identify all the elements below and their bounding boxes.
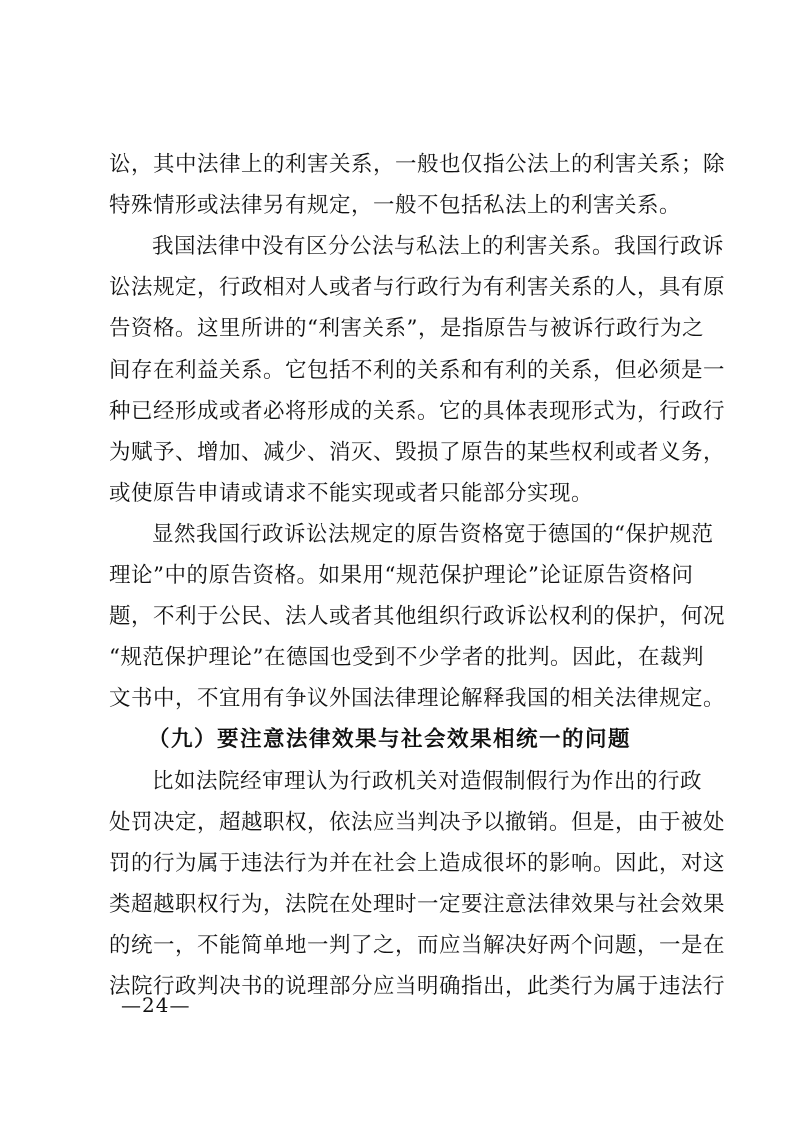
body-text-line: “规范保护理论”在德国也受到不少学者的批判。因此，在裁判 xyxy=(109,645,704,671)
body-text-line: 理论”中的原告资格。如果用“规范保护理论”论证原告资格问 xyxy=(109,563,694,588)
body-text-line: 罚的行为属于违法行为并在社会上造成很坏的影响。因此，对这 xyxy=(109,850,726,876)
paragraph-first-line: 我国法律中没有区分公法与私法上的利害关系。我国行政诉 xyxy=(152,234,725,260)
paragraph-first-line: 显然我国行政诉讼法规定的原告资格宽于德国的“保护规范 xyxy=(152,521,714,547)
body-text-line: 种已经形成或者必将形成的关系。它的具体表现形式为，行政行 xyxy=(109,398,726,424)
paragraph-first-line: 比如法院经审理认为行政机关对造假制假行为作出的行政 xyxy=(152,768,703,794)
body-text-line: 讼法规定，行政相对人或者与行政行为有利害关系的人，具有原 xyxy=(109,275,726,301)
page-number: —24— xyxy=(121,993,191,1017)
body-text-line: 处罚决定，超越职权，依法应当判决予以撤销。但是，由于被处 xyxy=(109,809,726,835)
body-text-line: 告资格。这里所讲的“利害关系”，是指原告与被诉行政行为之 xyxy=(109,316,704,342)
body-text-line: 特殊情形或法律另有规定，一般不包括私法上的利害关系。 xyxy=(109,193,682,219)
body-text-line: 文书中，不宜用有争议外国法律理论解释我国的相关法律规定。 xyxy=(109,686,726,712)
body-text-line: 间存在利益关系。它包括不利的关系和有利的关系，但必须是一 xyxy=(109,357,726,383)
body-text-line: 法院行政判决书的说理部分应当明确指出，此类行为属于违法行 xyxy=(109,974,726,999)
body-text-line: 题，不利于公民、法人或者其他组织行政诉讼权利的保护，何况 xyxy=(109,604,726,630)
body-text-line: 为赋予、增加、减少、消灭、毁损了原告的某些权利或者义务， xyxy=(109,439,726,465)
section-heading: （九）要注意法律效果与社会效果相统一的问题 xyxy=(148,727,632,753)
body-text-line: 类超越职权行为，法院在处理时一定要注意法律效果与社会效果 xyxy=(109,891,726,917)
body-text-line: 的统一，不能简单地一判了之，而应当解决好两个问题，一是在 xyxy=(109,932,726,958)
body-text-line: 讼，其中法律上的利害关系，一般也仅指公法上的利害关系；除 xyxy=(109,152,726,177)
body-text-line: 或使原告申请或请求不能实现或者只能部分实现。 xyxy=(109,480,594,506)
